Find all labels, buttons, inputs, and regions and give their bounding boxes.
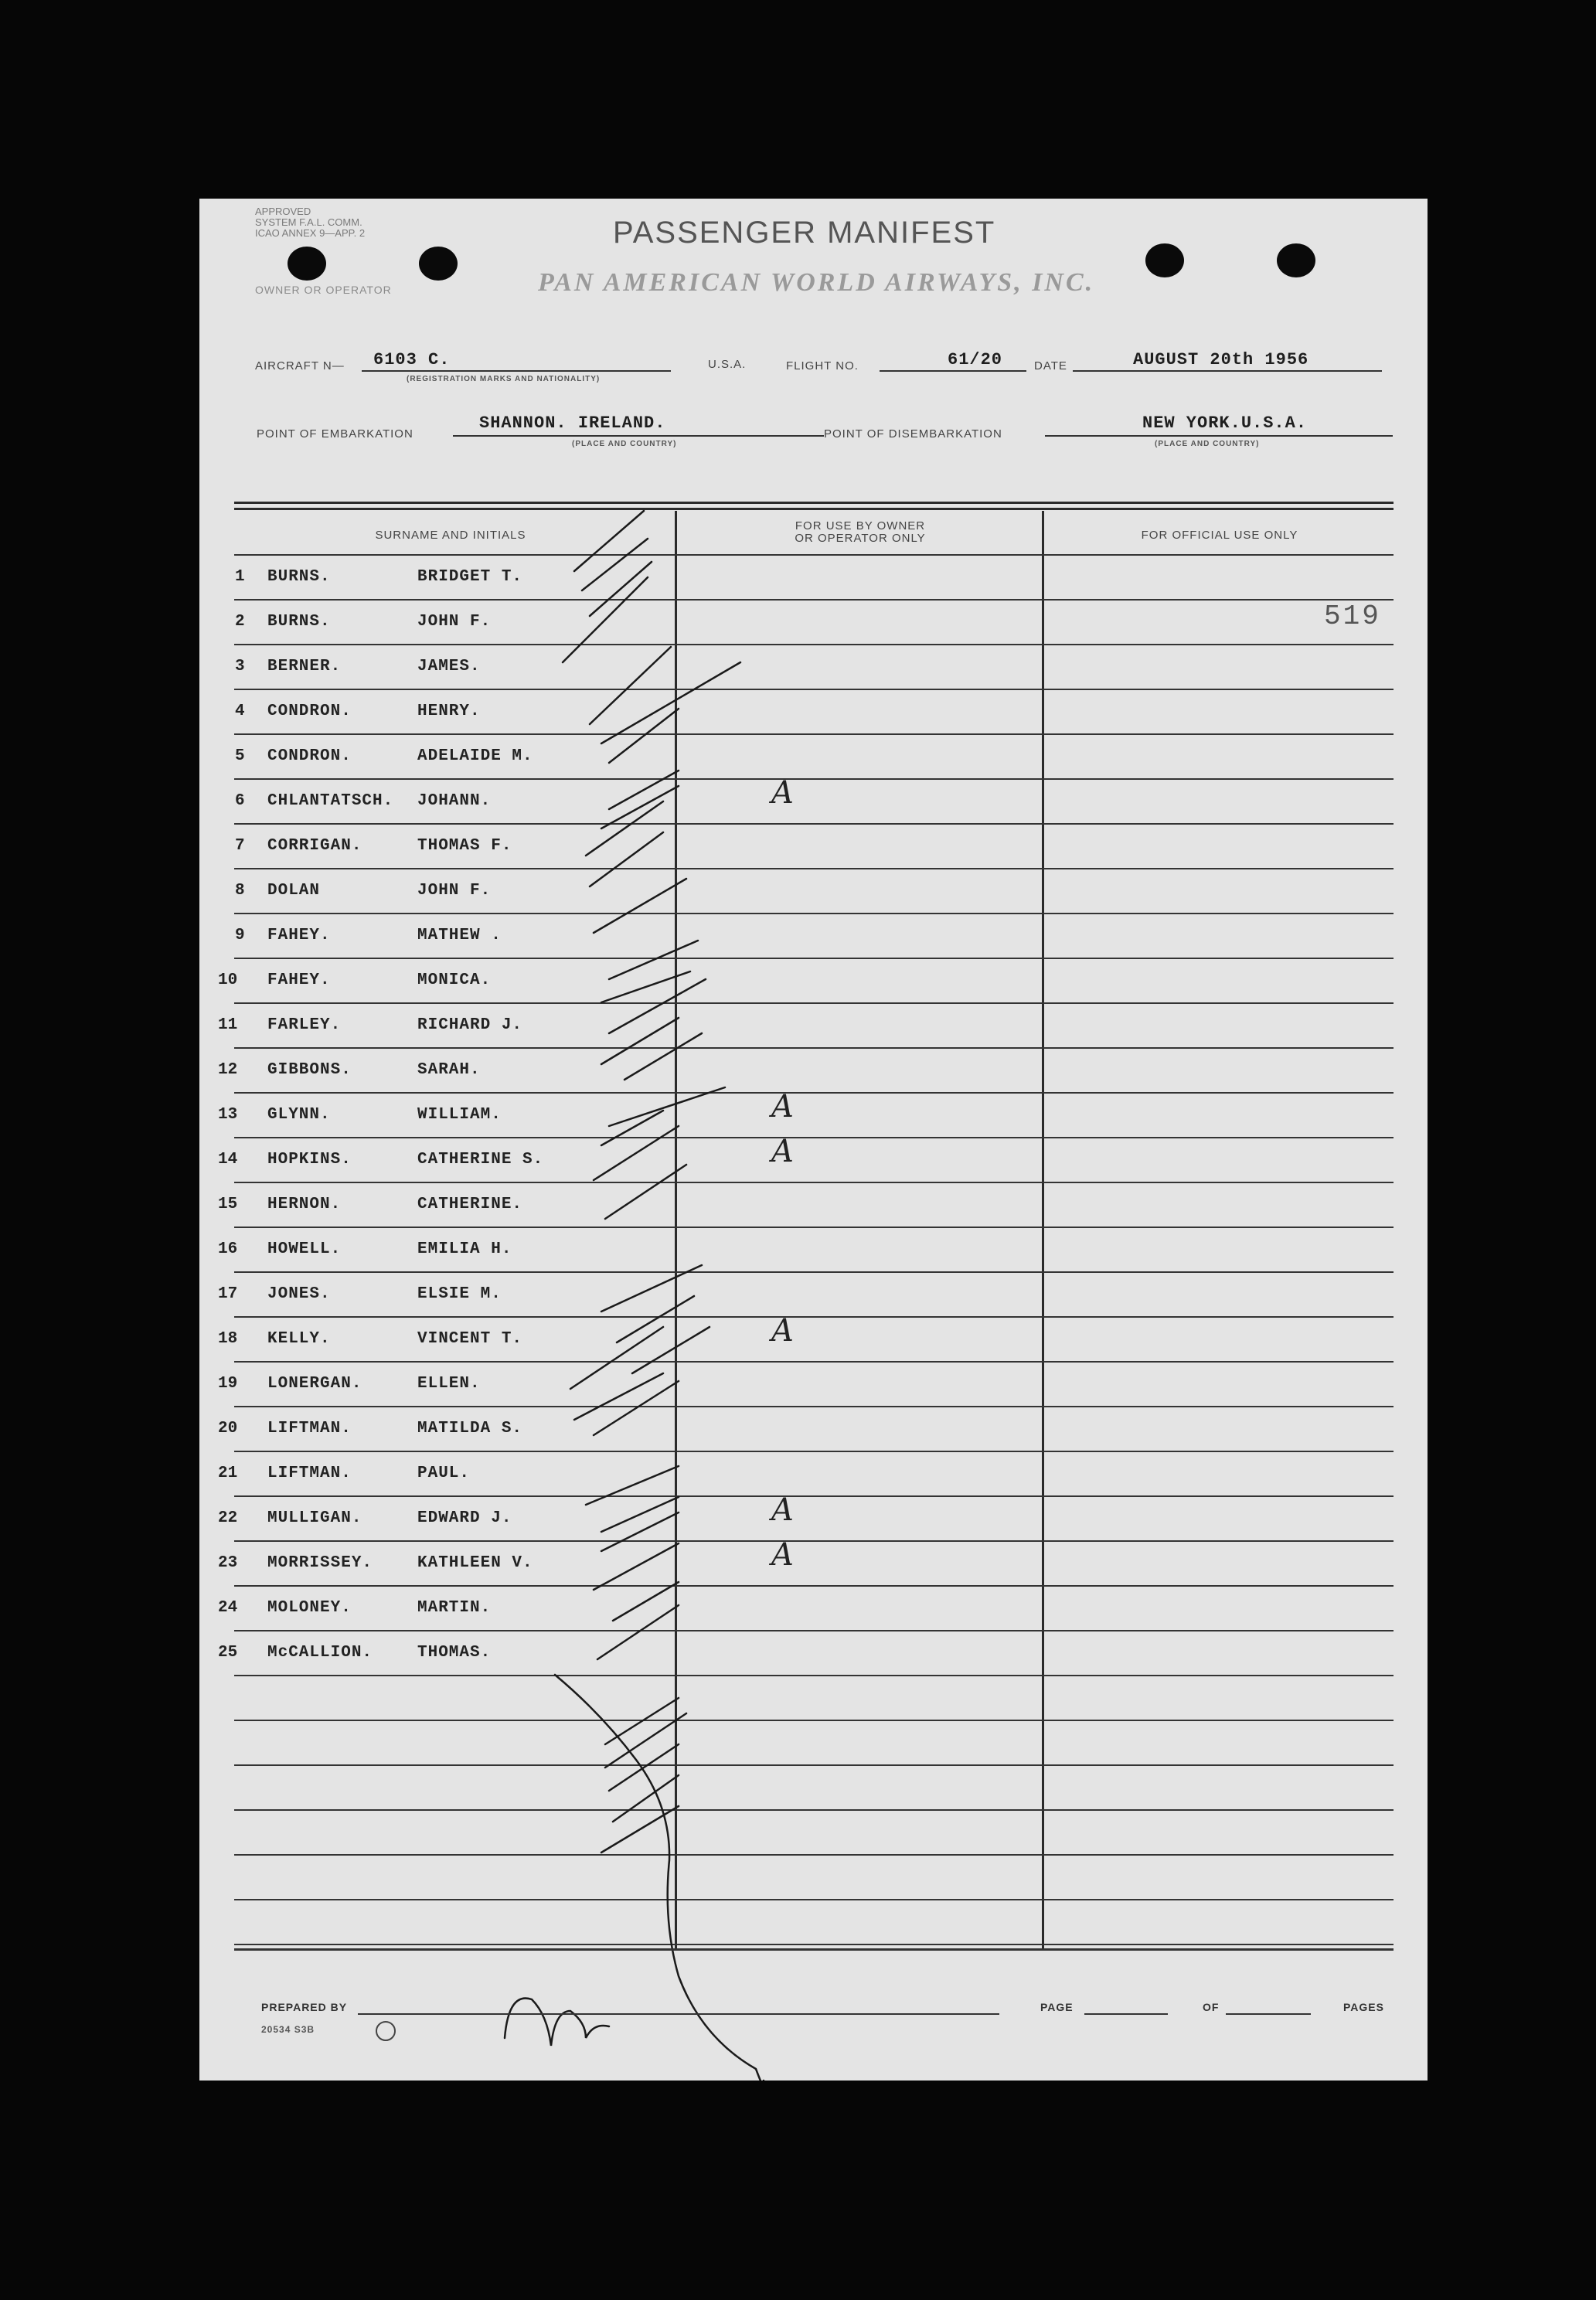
passenger-number: 22 (218, 1509, 238, 1527)
passenger-given-name: EDWARD J. (417, 1509, 512, 1527)
flight-value: 61/20 (948, 350, 1003, 369)
passenger-surname: LIFTMAN. (267, 1420, 352, 1438)
approval-line: SYSTEM F.A.L. COMM. (255, 216, 362, 228)
passenger-surname: FARLEY. (267, 1016, 342, 1034)
passenger-surname: GIBBONS. (267, 1061, 352, 1079)
passenger-surname: BERNER. (267, 658, 342, 675)
prepared-by-label: PREPARED BY (261, 2001, 348, 2013)
of-label: OF (1203, 2001, 1220, 2013)
passenger-number: 24 (218, 1599, 238, 1617)
embarkation-label: POINT OF EMBARKATION (257, 427, 413, 441)
owner-label: OWNER OR OPERATOR (255, 284, 392, 296)
column-header-official: FOR OFFICIAL USE ONLY (1141, 529, 1298, 542)
passenger-number: 19 (218, 1375, 238, 1393)
passenger-surname: DOLAN (267, 882, 321, 900)
passenger-number: 25 (218, 1644, 238, 1662)
passenger-given-name: JOHN F. (417, 613, 492, 631)
passenger-surname: MOLONEY. (267, 1599, 352, 1617)
passenger-number: 18 (218, 1330, 238, 1348)
passenger-given-name: THOMAS. (417, 1644, 492, 1662)
owner-mark: A (771, 1134, 794, 1169)
owner-mark: A (771, 775, 794, 811)
date-value: AUGUST 20th 1956 (1133, 350, 1309, 369)
disembarkation-sub-label: (PLACE AND COUNTRY) (1155, 440, 1260, 448)
prepared-by-underline (358, 2013, 999, 2015)
aircraft-label: AIRCRAFT N— (255, 359, 345, 373)
passenger-given-name: MARTIN. (417, 1599, 492, 1617)
passenger-given-name: ELSIE M. (417, 1285, 502, 1303)
passenger-surname: FAHEY. (267, 927, 331, 944)
manifest-sheet (199, 199, 1428, 2081)
owner-mark: A (771, 1492, 794, 1528)
flight-label: FLIGHT NO. (786, 359, 859, 373)
owner-mark: A (771, 1537, 794, 1573)
passenger-given-name: SARAH. (417, 1061, 481, 1079)
passenger-surname: HERNON. (267, 1196, 342, 1213)
passenger-given-name: EMILIA H. (417, 1240, 512, 1258)
owner-mark: A (771, 1313, 794, 1349)
passenger-surname: CORRIGAN. (267, 837, 362, 855)
passenger-given-name: THOMAS F. (417, 837, 512, 855)
passenger-given-name: CATHERINE. (417, 1196, 523, 1213)
footer-rule (234, 1948, 1394, 1951)
passenger-surname: BURNS. (267, 613, 331, 631)
passenger-number: 15 (218, 1196, 238, 1213)
passenger-number: 1 (235, 568, 245, 586)
passenger-given-name: JAMES. (417, 658, 481, 675)
passenger-number: 14 (218, 1151, 238, 1169)
passenger-surname: MULLIGAN. (267, 1509, 362, 1527)
passenger-number: 23 (218, 1554, 238, 1572)
passenger-surname: LIFTMAN. (267, 1465, 352, 1482)
airline-name: PAN AMERICAN WORLD AIRWAYS, INC. (538, 268, 1095, 297)
passenger-surname: LONERGAN. (267, 1375, 362, 1393)
passenger-given-name: MATILDA S. (417, 1420, 523, 1438)
column-header-owner-line: OR OPERATOR ONLY (795, 532, 926, 545)
passenger-given-name: BRIDGET T. (417, 568, 523, 586)
passenger-surname: HOPKINS. (267, 1151, 352, 1169)
passenger-surname: McCALLION. (267, 1644, 373, 1662)
passenger-surname: CONDRON. (267, 703, 352, 720)
passenger-given-name: RICHARD J. (417, 1016, 523, 1034)
passenger-given-name: JOHANN. (417, 792, 492, 810)
passenger-surname: CHLANTATSCH. (267, 792, 394, 810)
column-header-surname: SURNAME AND INITIALS (375, 529, 526, 542)
passenger-given-name: HENRY. (417, 703, 481, 720)
embarkation-sub-label: (PLACE AND COUNTRY) (572, 440, 677, 448)
disembarkation-label: POINT OF DISEMBARKATION (824, 427, 1002, 441)
date-label: DATE (1034, 359, 1067, 373)
passenger-number: 10 (218, 971, 238, 989)
union-label-icon (376, 2021, 396, 2041)
passenger-number: 8 (235, 882, 245, 900)
passenger-number: 5 (235, 747, 245, 765)
passenger-surname: KELLY. (267, 1330, 331, 1348)
passenger-number: 9 (235, 927, 245, 944)
passenger-surname: JONES. (267, 1285, 331, 1303)
owner-mark: A (771, 1089, 794, 1124)
passenger-given-name: VINCENT T. (417, 1330, 523, 1348)
passenger-given-name: WILLIAM. (417, 1106, 502, 1124)
passenger-given-name: JOHN F. (417, 882, 492, 900)
passenger-number: 4 (235, 703, 245, 720)
column-header-owner-line: FOR USE BY OWNER (795, 519, 926, 532)
aircraft-sub-label: (REGISTRATION MARKS AND NATIONALITY) (407, 375, 601, 383)
passenger-number: 16 (218, 1240, 238, 1258)
passenger-given-name: KATHLEEN V. (417, 1554, 533, 1572)
page-underline (1084, 2013, 1168, 2015)
passenger-number: 12 (218, 1061, 238, 1079)
passenger-given-name: ADELAIDE M. (417, 747, 533, 765)
passenger-number: 21 (218, 1465, 238, 1482)
of-underline (1226, 2013, 1311, 2015)
form-number: 20534 S3B (261, 2024, 315, 2035)
passenger-number: 2 (235, 613, 245, 631)
passenger-surname: CONDRON. (267, 747, 352, 765)
page-title: PASSENGER MANIFEST (613, 216, 996, 250)
passenger-given-name: MATHEW . (417, 927, 502, 944)
official-number: 519 (1324, 601, 1381, 632)
handwritten-tick-marks (199, 199, 1428, 2081)
passenger-surname: HOWELL. (267, 1240, 342, 1258)
passenger-number: 7 (235, 837, 245, 855)
aircraft-country: U.S.A. (708, 358, 747, 371)
passenger-surname: FAHEY. (267, 971, 331, 989)
passenger-number: 20 (218, 1420, 238, 1438)
approval-line: ICAO ANNEX 9—APP. 2 (255, 227, 366, 239)
page-label: PAGE (1040, 2001, 1074, 2013)
passenger-number: 13 (218, 1106, 238, 1124)
passenger-given-name: PAUL. (417, 1465, 471, 1482)
passenger-surname: GLYNN. (267, 1106, 331, 1124)
passenger-number: 6 (235, 792, 245, 810)
passenger-surname: MORRISSEY. (267, 1554, 373, 1572)
passenger-surname: BURNS. (267, 568, 331, 586)
passenger-number: 3 (235, 658, 245, 675)
passenger-number: 17 (218, 1285, 238, 1303)
approval-line: APPROVED (255, 206, 311, 217)
disembarkation-value: NEW YORK.U.S.A. (1142, 413, 1308, 433)
passenger-given-name: MONICA. (417, 971, 492, 989)
pages-label: PAGES (1343, 2001, 1384, 2013)
aircraft-value: 6103 C. (373, 350, 451, 369)
passenger-given-name: ELLEN. (417, 1375, 481, 1393)
passenger-given-name: CATHERINE S. (417, 1151, 544, 1169)
passenger-number: 11 (218, 1016, 238, 1034)
embarkation-value: SHANNON. IRELAND. (479, 413, 666, 433)
